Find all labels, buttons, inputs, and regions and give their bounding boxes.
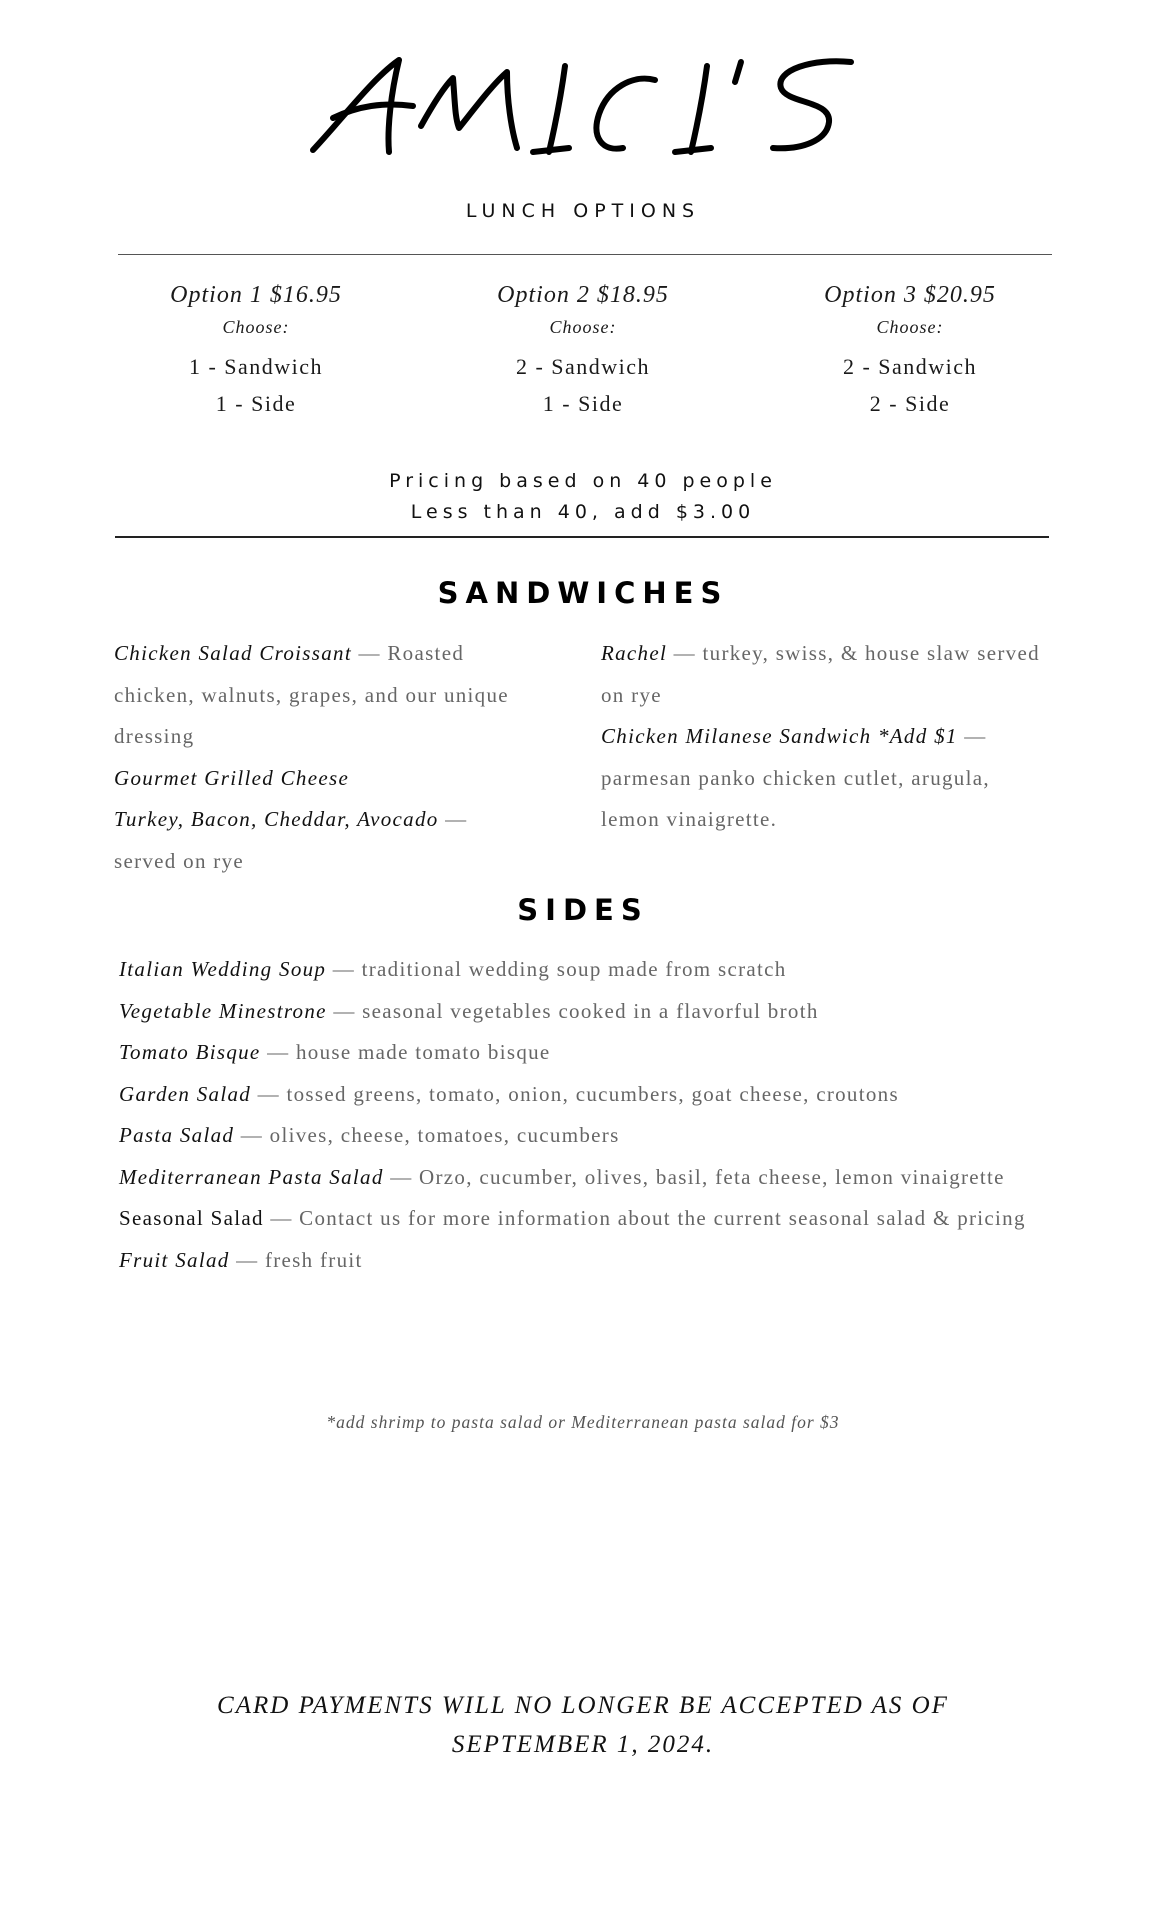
divider-top (118, 254, 1052, 255)
item-name: Turkey, Bacon, Cheddar, Avocado (114, 807, 439, 831)
menu-item (119, 1198, 1039, 1240)
sandwiches-column-right (601, 633, 1041, 841)
menu-item (114, 799, 514, 882)
sides-list (119, 949, 1039, 1281)
divider-middle (115, 536, 1049, 538)
item-separator: — (251, 1081, 287, 1106)
option-title: Option 2 $18.95 (497, 282, 669, 308)
item-separator: — (326, 998, 363, 1023)
item-separator: — (351, 641, 388, 665)
item-separator: — (263, 1206, 300, 1230)
item-name: Rachel (601, 641, 668, 665)
item-name: Chicken Salad Croissant (114, 641, 352, 665)
option-line: 1 - Side (542, 391, 624, 416)
item-separator: — (229, 1247, 265, 1272)
option-choose-label: Choose: (876, 317, 944, 337)
menu-item (119, 1074, 1039, 1116)
item-name: Gourmet Grilled Cheese (114, 765, 350, 790)
item-description: Roasted chicken, walnuts, grapes, and our unique dressing (114, 641, 509, 748)
page-subtitle: LUNCH OPTIONS (465, 200, 701, 222)
item-description: Contact us for more information about the current seasonal salad & pricing (299, 1206, 1026, 1230)
item-name: Chicken Milanese Sandwich *Add $1 (601, 724, 958, 748)
menu-item (119, 1157, 1039, 1199)
item-name: Mediterranean Pasta Salad (119, 1164, 384, 1189)
menu-item (119, 1240, 1039, 1282)
menu-item (114, 633, 514, 758)
item-description: olives, cheese, tomatoes, cucumbers (269, 1123, 620, 1147)
pricing-line-2: Less than 40, add $3.00 (410, 501, 756, 523)
option-3 (760, 282, 1060, 422)
pricing-line-1: Pricing based on 40 people (389, 470, 777, 492)
item-description: house made tomato bisque (295, 1040, 551, 1064)
item-separator: — (234, 1123, 270, 1147)
menu-item (114, 758, 514, 800)
item-separator: — (326, 957, 362, 981)
lunch-options (0, 282, 1166, 432)
menu-item (119, 949, 1039, 991)
option-line: 2 - Side (869, 391, 951, 416)
menu-item (119, 1115, 1039, 1157)
item-description: served on rye (114, 848, 245, 873)
option-line: 2 - Sandwich (842, 354, 978, 379)
item-name: Italian Wedding Soup (119, 957, 327, 981)
sandwiches-heading: SANDWICHES (437, 576, 729, 610)
option-line: 2 - Sandwich (515, 354, 651, 379)
item-name: Vegetable Minestrone (119, 998, 327, 1023)
pricing-note (0, 466, 1166, 528)
item-description: traditional wedding soup made from scratch (361, 957, 787, 981)
item-description: fresh fruit (264, 1247, 363, 1272)
item-description: turkey, swiss, & house slaw served on rye (601, 641, 1040, 707)
option-title: Option 3 $20.95 (824, 282, 996, 308)
item-description: tossed greens, tomato, onion, cucumbers, goat cheese, croutons (286, 1081, 899, 1106)
option-1 (106, 282, 406, 422)
option-2 (433, 282, 733, 422)
item-description: parmesan panko chicken cutlet, arugula, lemon vinaigrette. (601, 765, 990, 831)
menu-item (601, 633, 1041, 716)
item-separator: — (667, 641, 703, 665)
option-line: 1 - Side (215, 391, 297, 416)
sandwiches-column-left (114, 633, 514, 882)
payment-notice: CARD PAYMENTS WILL NO LONGER BE ACCEPTED AS OF SEPTEMBER 1, 2024. (217, 1692, 949, 1758)
item-name: Seasonal Salad (119, 1206, 264, 1230)
option-choose-label: Choose: (549, 317, 617, 337)
menu-item (119, 1032, 1039, 1074)
item-separator: — (260, 1040, 296, 1064)
item-name: Tomato Bisque (119, 1040, 261, 1064)
item-separator: — (957, 724, 987, 748)
item-name: Fruit Salad (119, 1247, 230, 1272)
item-name: Garden Salad (119, 1081, 252, 1106)
item-description: Orzo, cucumber, olives, basil, feta cheese, lemon vinaigrette (419, 1164, 1005, 1189)
item-name: Pasta Salad (119, 1123, 235, 1147)
option-choose-label: Choose: (222, 317, 290, 337)
item-separator: — (438, 807, 468, 831)
logo (0, 48, 1166, 168)
shrimp-note: *add shrimp to pasta salad or Mediterranean pasta salad for $3 (326, 1412, 840, 1432)
menu-item (601, 716, 1041, 841)
logo-script-mark (303, 48, 863, 168)
item-separator: — (383, 1164, 420, 1189)
sides-heading: SIDES (517, 893, 649, 927)
item-description: seasonal vegetables cooked in a flavorful broth (362, 998, 819, 1023)
option-line: 1 - Sandwich (188, 354, 324, 379)
menu-item (119, 991, 1039, 1033)
option-title: Option 1 $16.95 (170, 282, 342, 308)
